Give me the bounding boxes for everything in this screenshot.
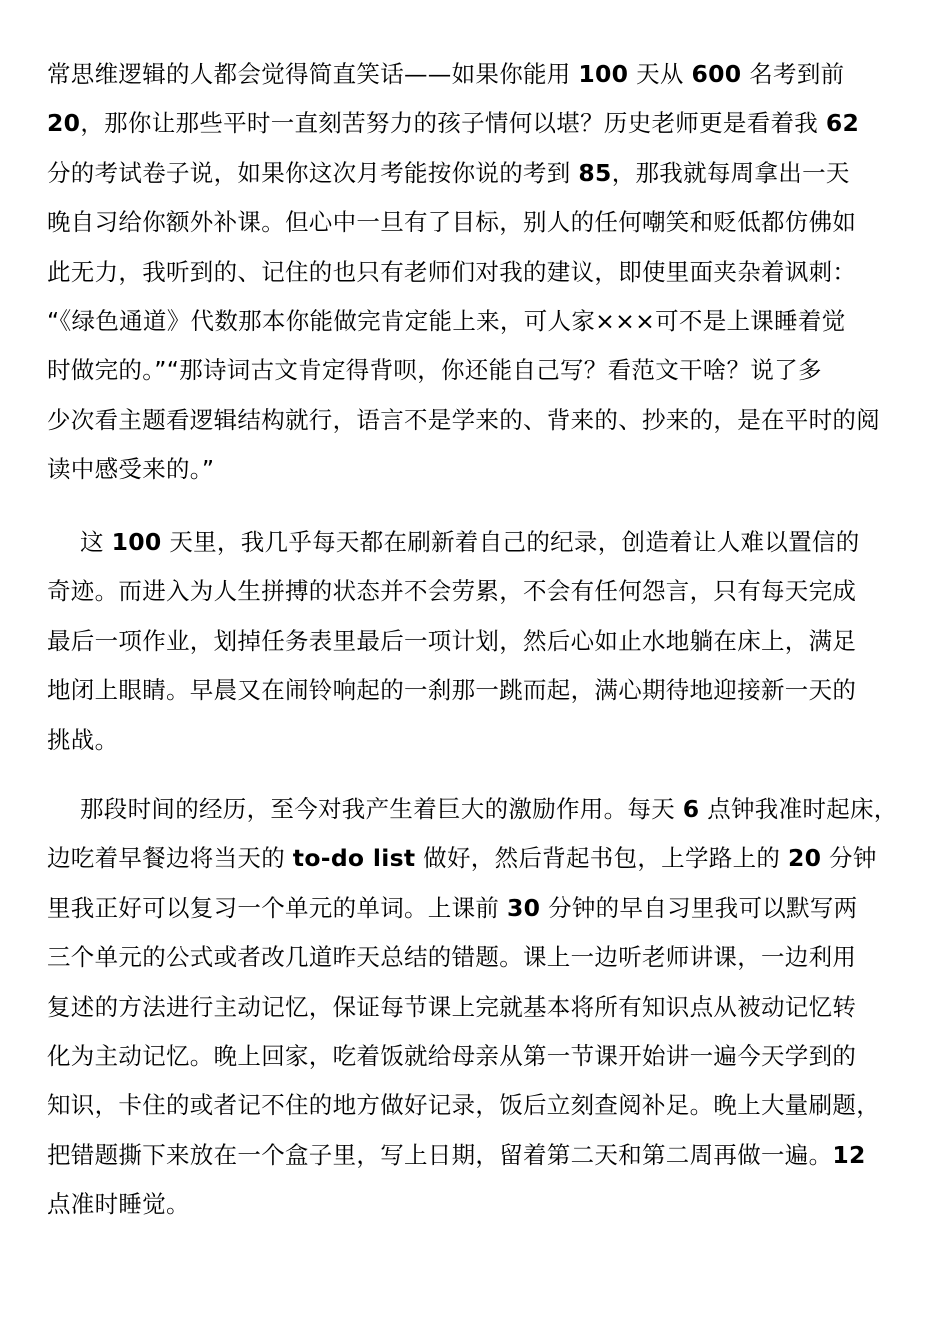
paragraph-line: 时做完的。”“那诗词古文肯定得背呗，你还能自己写？看范文干啥？说了多: [47, 356, 822, 385]
emphasized-latin-text: 62: [825, 109, 860, 138]
paragraph-line: 读中感受来的。”: [47, 455, 215, 484]
paragraph-line-text: 那段时间的经历，至今对我产生着巨大的激励作用。每天 6 点钟我准时起床，: [80, 795, 898, 823]
paragraph-line: 常思维逻辑的人都会觉得简直笑话——如果你能用 100 天从 600 名考到前: [47, 60, 845, 88]
paragraph-line: 此无力，我听到的、记住的也只有老师们对我的建议，即使里面夹杂着讽刺：: [47, 257, 857, 286]
emphasized-latin-text: 20: [787, 844, 822, 873]
paragraph-line: 里我正好可以复习一个单元的单词。上课前 30 分钟的早自习里我可以默写两: [47, 893, 858, 922]
emphasized-latin-text: 100: [578, 60, 629, 88]
emphasized-latin-text: 12: [832, 1140, 866, 1169]
paragraph-line: 少次看主题看逻辑结构就行，语言不是学来的、背来的、抄来的，是在平时的阅: [47, 405, 880, 434]
paragraph-line: 20，那你让那些平时一直刻苦努力的孩子情何以堪？历史老师更是看着我 62: [47, 109, 860, 138]
emphasized-latin-text: 85: [578, 158, 612, 187]
paragraph-line: 知识，卡住的或者记不住的地方做好记录，饭后立刻查阅补足。晚上大量刷题，: [47, 1091, 880, 1120]
paragraph-2: [47, 518, 917, 765]
paragraph-line: 化为主动记忆。晚上回家，吃着饭就给母亲从第一节课开始讲一遍今天学到的: [47, 1041, 857, 1070]
paragraph-line: “《绿色通道》代数那本你能做完肯定能上来，可人家×××可不是上课睡着觉: [47, 306, 846, 335]
paragraph-line: 把错题撕下来放在一个盒子里，写上日期，留着第二天和第二周再做一遍。12: [47, 1140, 866, 1169]
paragraph-line: 复述的方法进行主动记忆，保证每节课上完就基本将所有知识点从被动记忆转: [47, 992, 857, 1021]
paragraph-line: 点准时睡觉。: [47, 1190, 190, 1219]
emphasized-latin-text: 20: [47, 109, 81, 138]
emphasized-latin-text: 30: [506, 893, 541, 922]
paragraph-1: [47, 50, 917, 495]
paragraph-line: 三个单元的公式或者改几道昨天总结的错题。课上一边听老师讲课，一边利用: [47, 943, 857, 972]
emphasized-latin-text: 600: [691, 60, 742, 88]
paragraph-line: 边吃着早餐边将当天的 to-do list 做好，然后背起书包，上学路上的 20 分钟: [47, 844, 877, 873]
paragraph-line: 奇迹。而进入为人生拼搏的状态并不会劳累，不会有任何怨言，只有每天完成: [47, 577, 857, 606]
emphasized-latin-text: to-do list: [292, 844, 416, 873]
paragraph-line: [47, 785, 917, 834]
paragraph-line: 晚自习给你额外补课。但心中一旦有了目标，别人的任何嘲笑和贬低都仿佛如: [47, 208, 857, 237]
paragraph-line: 最后一项作业，划掉任务表里最后一项计划，然后心如止水地躺在床上，满足: [47, 626, 857, 655]
paragraph-line: 挑战。: [47, 725, 119, 754]
emphasized-latin-text: 100: [111, 528, 162, 556]
emphasized-latin-text: 6: [682, 795, 700, 823]
paragraph-line: [47, 518, 917, 567]
paragraph-line: 分的考试卷子说，如果你这次月考能按你说的考到 85，那我就每周拿出一天: [47, 158, 850, 187]
paragraph-3: [47, 785, 917, 1230]
paragraph-line: 地闭上眼睛。早晨又在闹铃响起的一刹那一跳而起，满心期待地迎接新一天的: [47, 676, 857, 705]
paragraph-line-text: 这 100 天里，我几乎每天都在刷新着自己的纪录，创造着让人难以置信的: [80, 528, 860, 556]
